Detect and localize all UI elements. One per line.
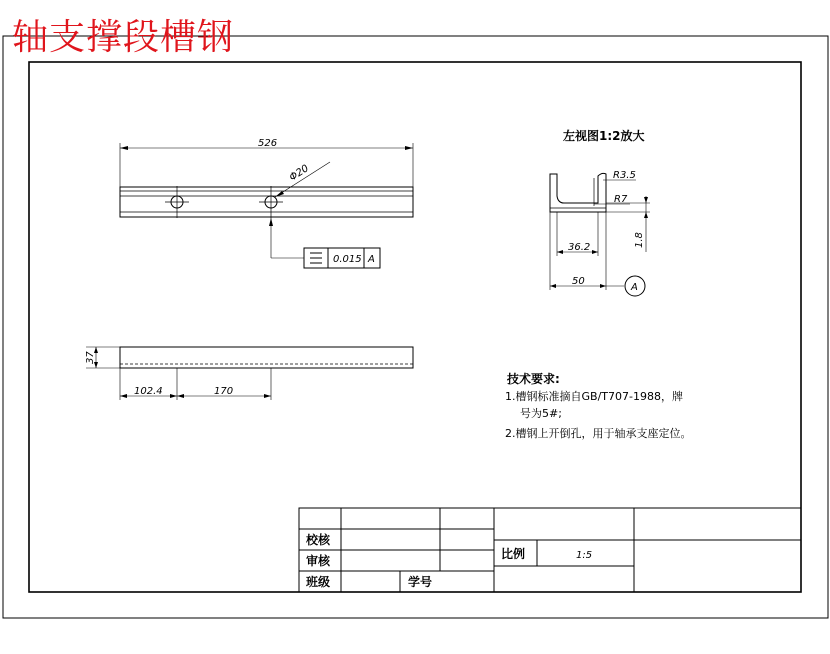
- tolerance-frame: [304, 248, 380, 268]
- technical-requirements: [505, 371, 692, 440]
- title-block: [299, 508, 801, 592]
- side-view: [550, 128, 650, 296]
- outer-frame: [3, 36, 828, 618]
- label-student-id: 学号: [408, 575, 433, 589]
- dim-outer-width: 50: [572, 276, 585, 287]
- page-title: 轴支撑段槽钢: [12, 17, 235, 58]
- scale-value: 1:5: [576, 550, 593, 561]
- datum-a-label: A: [631, 282, 638, 293]
- label-class: 班级: [306, 575, 331, 589]
- side-view-title: 左视图1:2放大: [563, 129, 645, 143]
- top-view: [120, 138, 413, 268]
- dim-radius-small: R3.5: [613, 170, 636, 181]
- tech-line-1: 1.槽钢标准摘自GB/T707-1988，牌: [505, 390, 683, 403]
- label-review: 审核: [306, 554, 331, 568]
- flatness-icon: [310, 253, 322, 263]
- tolerance-value: 0.015: [333, 254, 362, 265]
- tolerance-datum: A: [368, 254, 375, 265]
- tech-line-2: 号为5#;: [520, 407, 562, 420]
- front-view: [85, 347, 413, 400]
- dim-hole-offset: 102.4: [134, 386, 163, 397]
- label-scale: 比例: [501, 547, 526, 561]
- dim-hole-spacing: 170: [214, 386, 234, 397]
- inner-frame: [29, 62, 801, 592]
- tech-line-3: 2.槽钢上开倒孔，用于轴承支座定位。: [505, 427, 692, 440]
- dim-thickness: 37: [85, 351, 96, 364]
- dim-web-thickness: 1.8: [634, 232, 645, 248]
- tech-heading: 技术要求:: [507, 372, 560, 386]
- label-check: 校核: [306, 533, 331, 547]
- dim-overall-length: 526: [258, 138, 278, 149]
- dim-hole-diameter: Φ20: [287, 163, 311, 184]
- dim-inner-width: 36.2: [568, 242, 591, 253]
- dim-radius-large: R7: [614, 194, 628, 205]
